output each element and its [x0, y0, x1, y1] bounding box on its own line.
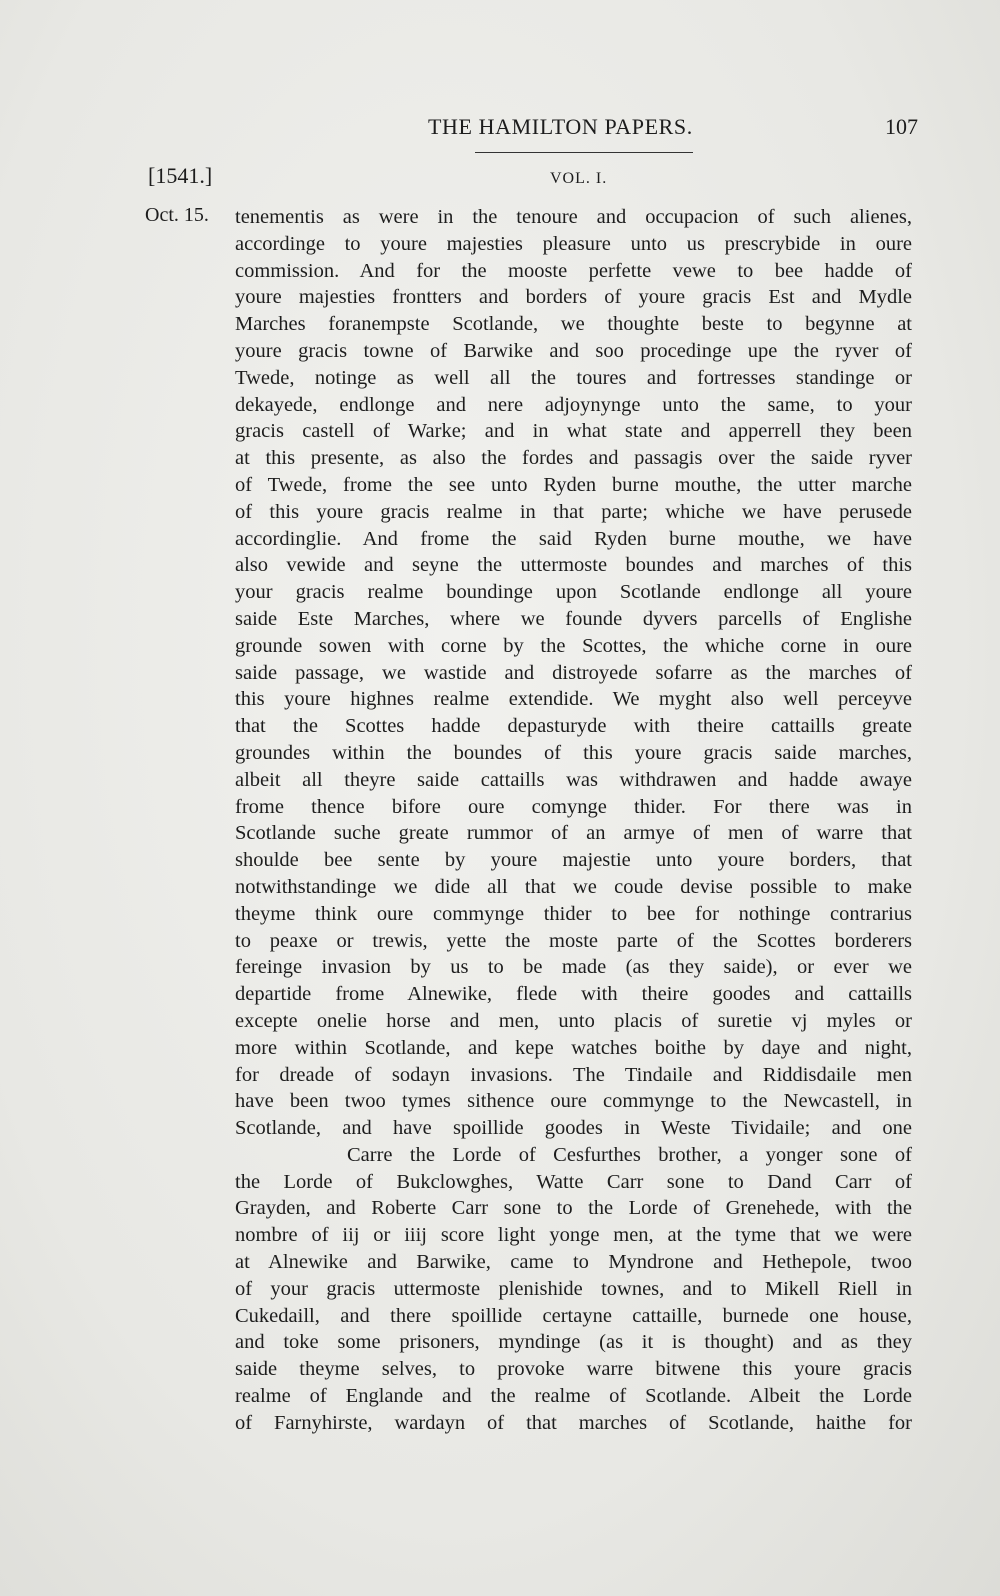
text-line: albeit all theyre saide cattaills was withdrawen and hadde awaye: [235, 768, 912, 791]
text-line: grounde sowen with corne by the Scottes, the whiche corne in oure: [235, 634, 912, 657]
text-line: accordinglie. And frome the said Ryden burne mouthe, we have: [235, 527, 912, 550]
text-line: shoulde bee sente by youre majestie unto youre borders, that: [235, 849, 912, 872]
text-line: to peaxe or trewis, yette the moste parte of the Scottes borderers: [235, 929, 912, 952]
text-line: theyme think oure commynge thider to bee for nothinge contrarius: [235, 902, 912, 925]
text-line: tenementis as were in the tenoure and occupacion of such alienes,: [235, 206, 912, 228]
text-line: the Lorde of Bukclowghes, Watte Carr sone to Dand Carr of: [235, 1170, 912, 1193]
text-line: departide frome Alnewike, flede with theire goodes and cattaills: [235, 983, 912, 1006]
text-line: saide theyme selves, to provoke warre bitwene this youre gracis: [235, 1358, 912, 1381]
text-line: at Alnewike and Barwike, came to Myndrone and Hethepole, twoo: [235, 1251, 912, 1274]
text-line: of Twede, frome the see unto Ryden burne mouthe, the utter marche: [235, 473, 912, 496]
text-line: Grayden, and Roberte Carr sone to the Lorde of Grenehede, with the: [235, 1197, 912, 1220]
text-line: of your gracis uttermoste plenishide townes, and to Mikell Riell in: [235, 1277, 912, 1300]
text-line: that the Scottes hadde depasturyde with theire cattaills greate: [235, 715, 912, 738]
text-line: youre gracis towne of Barwike and soo procedinge upe the ryver of: [235, 339, 912, 362]
text-line: commission. And for the mooste perfette vewe to bee hadde of: [235, 259, 912, 282]
text-line: Cukedaill, and there spoillide certayne cattaille, burnede one house,: [235, 1304, 912, 1327]
running-title: THE HAMILTON PAPERS.: [428, 114, 693, 139]
text-line: Twede, notinge as well all the toures and fortresses standinge or: [235, 366, 912, 389]
text-line: realme of Englande and the realme of Scotlande. Albeit the Lorde: [235, 1385, 912, 1408]
text-line: youre majesties frontters and borders of youre gracis Est and Mydle: [235, 286, 912, 309]
text-line: at this presente, as also the fordes and passagis over the saide ryver: [235, 447, 912, 470]
text-line: more within Scotlande, and kepe watches boithe by daye and night,: [235, 1036, 912, 1059]
text-line: and toke some prisoners, myndinge (as it is thought) and as they: [235, 1331, 912, 1354]
text-line: saide Este Marches, where we founde dyvers parcells of Englishe: [235, 607, 912, 630]
text-line: dekayede, endlonge and nere adjoynynge unto the same, to your: [235, 393, 912, 416]
text-line: groundes within the boundes of this youre gracis saide marches,: [235, 741, 912, 764]
text-line: excepte onelie horse and men, unto placis of suretie vj myles or: [235, 1009, 912, 1032]
text-line: Carre the Lorde of Cesfurthes brother, a yonger sone of: [347, 1143, 912, 1166]
text-line: gracis castell of Warke; and in what state and apperrell they been: [235, 420, 912, 443]
text-line: for dreade of sodayn invasions. The Tindaile and Riddisdaile men: [235, 1063, 912, 1086]
volume-heading: VOL. I.: [550, 170, 608, 187]
text-line: frome thence bifore oure comynge thider. For there was in: [235, 795, 912, 818]
text-line: have been twoo tymes sithence oure commynge to the Newcastell, in: [235, 1090, 912, 1113]
text-line: this youre highnes realme extendide. We myght also well perceyve: [235, 688, 912, 711]
text-line: fereinge invasion by us to be made (as they saide), or ever we: [235, 956, 912, 979]
body-text: [235, 204, 912, 1437]
margin-date: Oct. 15.: [145, 204, 209, 226]
header-rule: [475, 152, 693, 153]
text-line: Scotlande suche greate rummor of an armye of men of warre that: [235, 822, 912, 845]
text-line: of Farnyhirste, wardayn of that marches of Scotlande, haithe for: [235, 1411, 912, 1434]
text-line: notwithstandinge we dide all that we coude devise possible to make: [235, 875, 912, 898]
text-line: Marches foranempste Scotlande, we thoughte beste to begynne at: [235, 313, 912, 336]
text-line: your gracis realme boundinge upon Scotlande endlonge all youre: [235, 581, 912, 604]
text-line: also vewide and seyne the uttermoste boundes and marches of this: [235, 554, 912, 577]
text-line: nombre of iij or iiij score light yonge men, at the tyme that we were: [235, 1224, 912, 1247]
year-heading: [1541.]: [148, 163, 213, 188]
page-number: 107: [885, 114, 918, 139]
text-line: accordinge to youre majesties pleasure unto us prescrybide in oure: [235, 232, 912, 255]
text-line: Scotlande, and have spoillide goodes in Weste Tividaile; and one: [235, 1117, 912, 1140]
text-line: of this youre gracis realme in that parte; whiche we have perusede: [235, 500, 912, 523]
text-line: saide passage, we wastide and distroyede sofarre as the marches of: [235, 661, 912, 684]
